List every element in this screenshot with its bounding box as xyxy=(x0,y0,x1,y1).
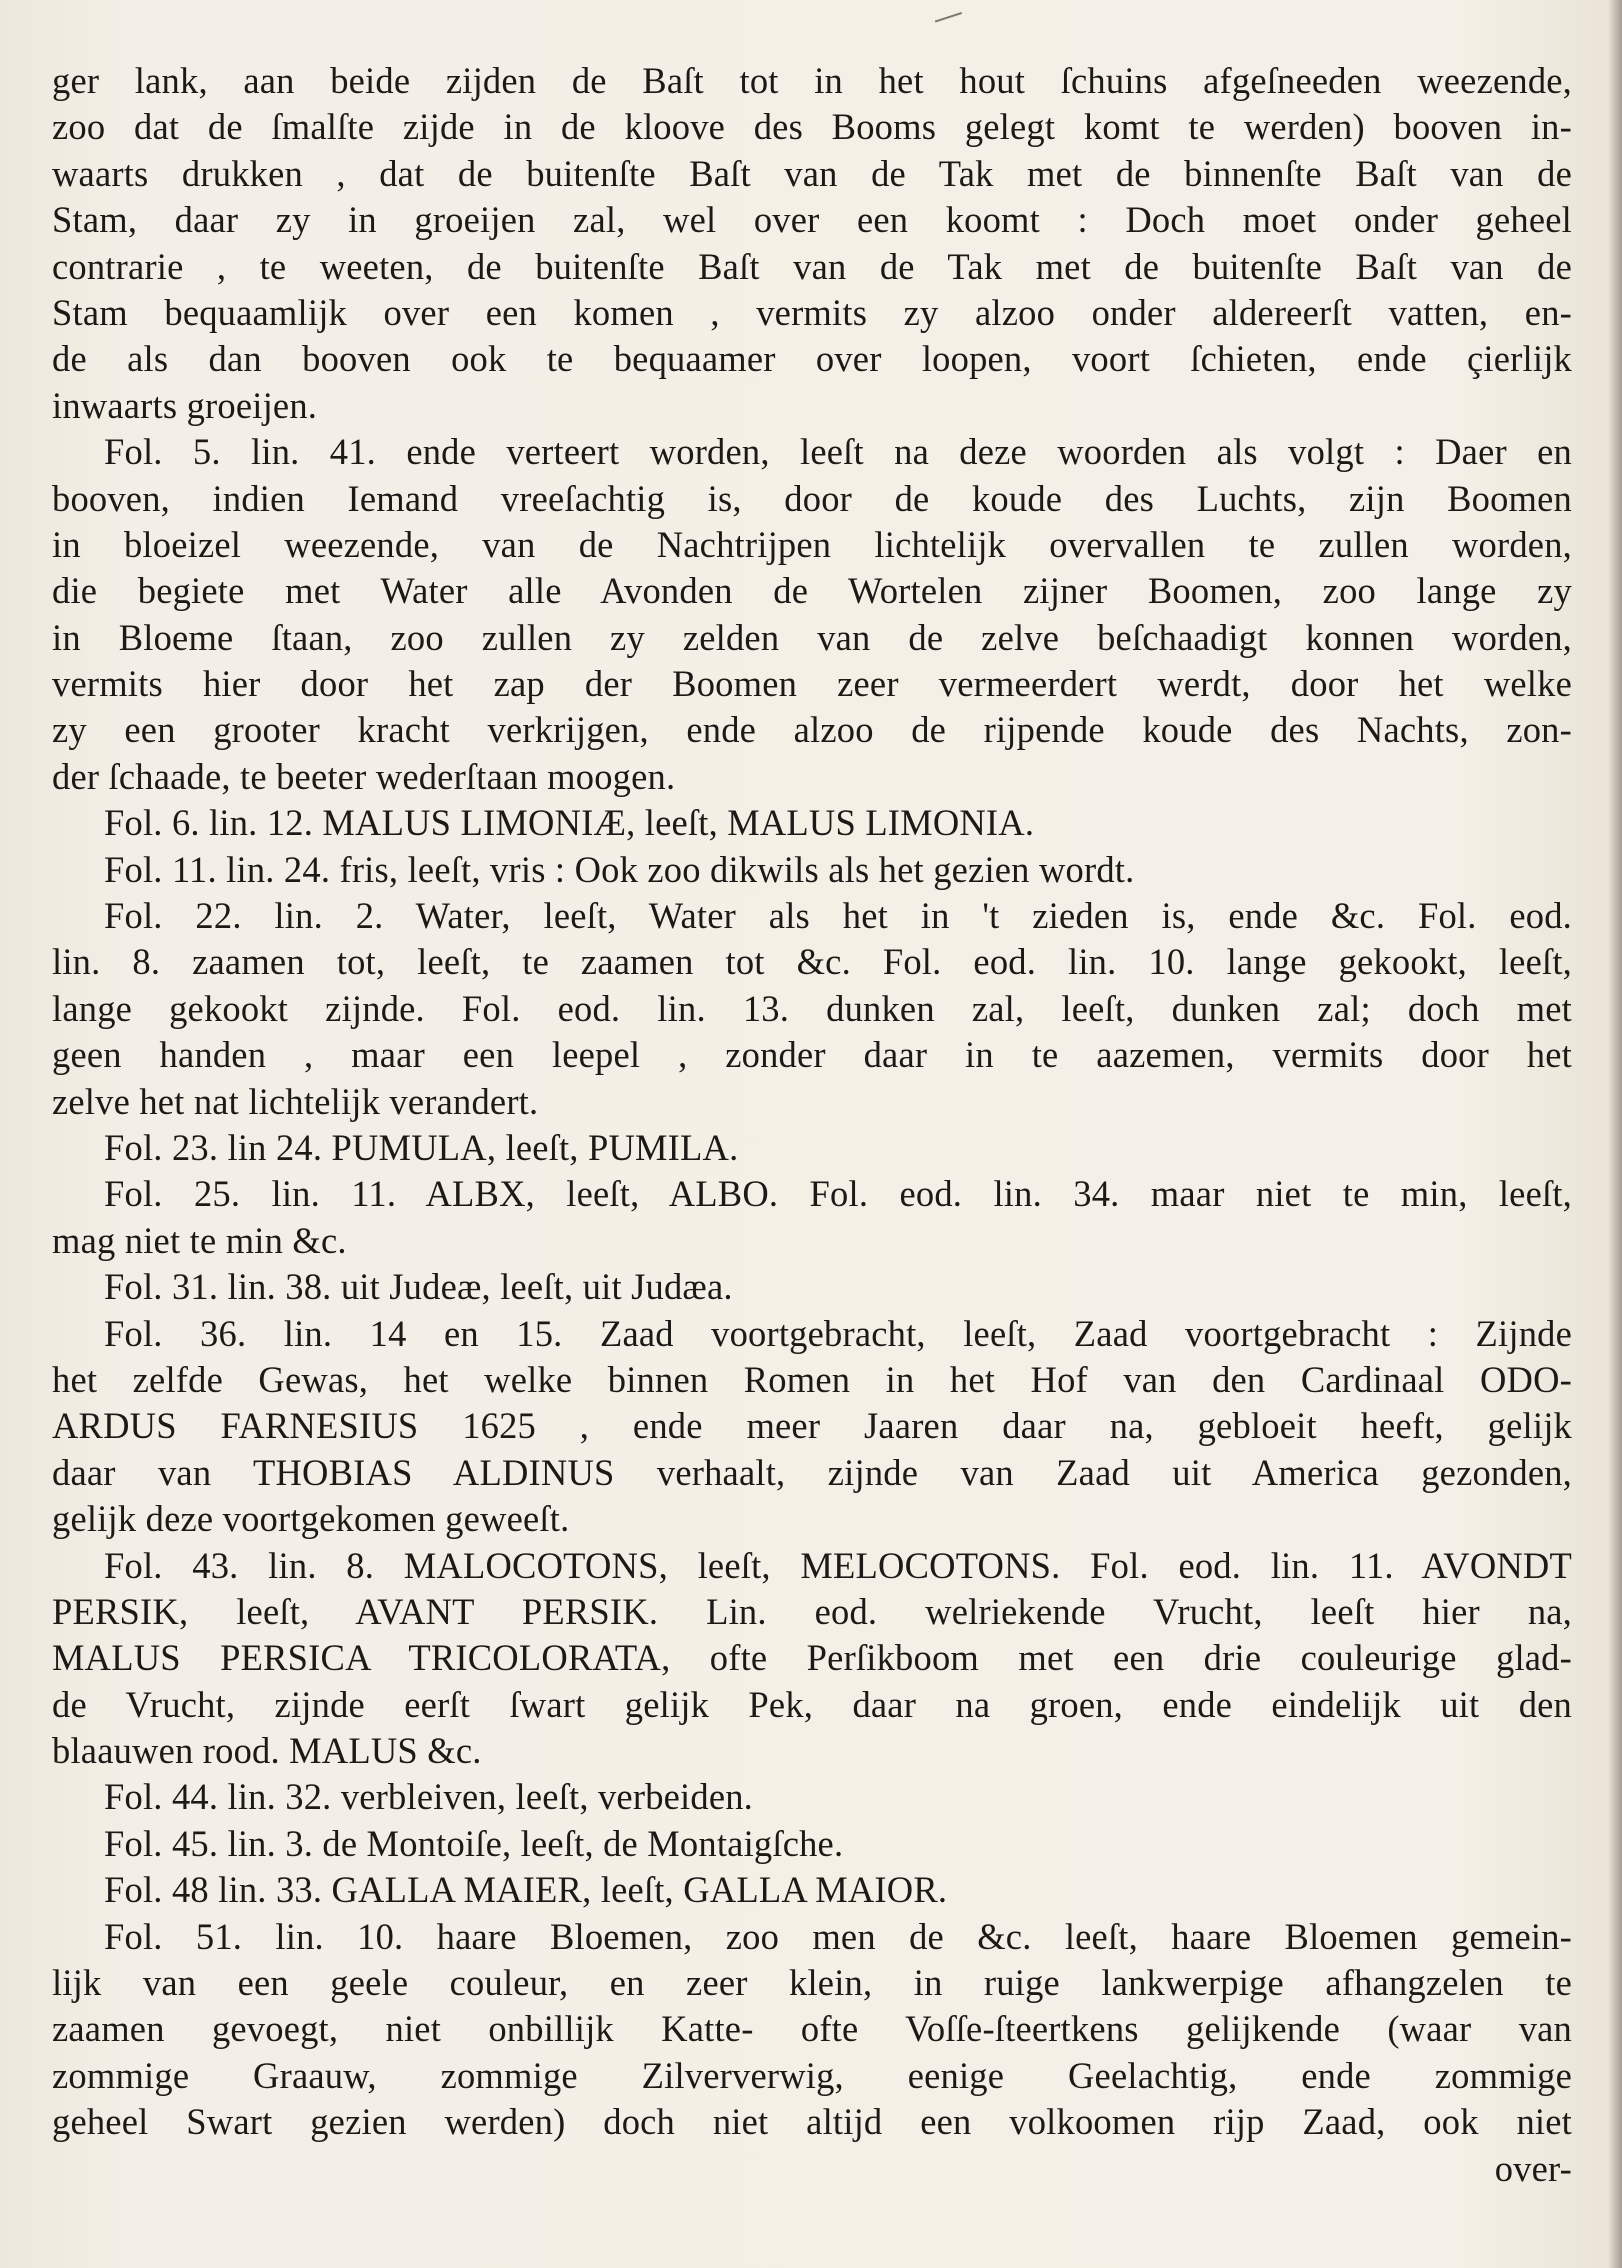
text-line: gelijk deze voortgekomen geweeſt. xyxy=(52,1498,570,1540)
text-line: die begiete met Water alle Avonden de Wortelen zijner Boomen, zoo lange zy xyxy=(52,570,1572,612)
errata-entry: Fol. 48 lin. 33. GALLA MAIER, leeſt, GALLA MAIOR. xyxy=(104,1869,948,1911)
text-line: geen handen , maar een leepel , zonder daar in te aazemen, vermits door het xyxy=(52,1034,1572,1076)
text-line: zommige Graauw, zommige Zilververwig, eenige Geelachtig, ende zommige xyxy=(52,2054,1572,2096)
errata-entry: Fol. 36. lin. 14 en 15. Zaad voortgebracht, leeſt, Zaad voortgebracht : Zijnde xyxy=(104,1312,1572,1354)
text-line: in bloeizel weezende, van de Nachtrijpen lichtelijk overvallen te zullen worden, xyxy=(52,523,1572,565)
text-line: lange gekookt zijnde. Fol. eod. lin. 13. dunken zal, leeſt, dunken zal; doch met xyxy=(52,987,1572,1029)
errata-entry: Fol. 23. lin 24. PUMULA, leeſt, PUMILA. xyxy=(104,1126,739,1168)
errata-entry: Fol. 25. lin. 11. ALBX, leeſt, ALBO. Fol. eod. lin. 34. maar niet te min, leeſt, xyxy=(104,1173,1572,1215)
text-line: zaamen gevoegt, niet onbillijk Katte- ofte Voſſe-ſteertkens gelijkende (waar van xyxy=(52,2008,1572,2050)
text-line: der ſchaade, te beeter wederſtaan moogen. xyxy=(52,755,676,797)
text-line: zy een grooter kracht verkrijgen, ende alzoo de rijpende koude des Nachts, zon- xyxy=(52,709,1572,751)
text-line: booven, indien Iemand vreeſachtig is, door de koude des Luchts, zijn Boomen xyxy=(52,477,1572,519)
text-line: in Bloeme ſtaan, zoo zullen zy zelden van de zelve beſchaadigt konnen worden, xyxy=(52,616,1572,658)
errata-entry: Fol. 51. lin. 10. haare Bloemen, zoo men de &c. leeſt, haare Bloemen gemein- xyxy=(104,1915,1572,1957)
text-line: zelve het nat lichtelijk verandert. xyxy=(52,1080,539,1122)
text-line: Stam, daar zy in groeijen zal, wel over een koomt : Doch moet onder geheel xyxy=(52,199,1572,241)
errata-text xyxy=(52,58,1572,2192)
page-mark xyxy=(935,12,965,32)
text-line: geheel Swart gezien werden) doch niet altijd een volkoomen rijp Zaad, ook niet xyxy=(52,2101,1572,2143)
text-line: mag niet te min &c. xyxy=(52,1219,347,1261)
text-line: blaauwen rood. MALUS &c. xyxy=(52,1730,482,1772)
text-line: het zelfde Gewas, het welke binnen Romen in het Hof van den Cardinaal ODO- xyxy=(52,1358,1572,1400)
text-line: inwaarts groeijen. xyxy=(52,384,318,426)
text-line: lin. 8. zaamen tot, leeſt, te zaamen tot &c. Fol. eod. lin. 10. lange gekookt, leeſt, xyxy=(52,941,1572,983)
text-line: ARDUS FARNESIUS 1625 , ende meer Jaaren daar na, gebloeit heeft, gelijk xyxy=(52,1405,1572,1447)
errata-entry: Fol. 45. lin. 3. de Montoiſe, leeſt, de Montaigſche. xyxy=(104,1822,844,1864)
errata-entry: Fol. 22. lin. 2. Water, leeſt, Water als het in 't zieden is, ende &c. Fol. eod. xyxy=(104,895,1572,937)
text-line: ger lank, aan beide zijden de Baſt tot in het hout ſchuins afgeſneeden weezende, xyxy=(52,60,1572,101)
errata-entry: Fol. 31. lin. 38. uit Judeæ, leeſt, uit Judæa. xyxy=(104,1266,733,1308)
text-line: PERSIK, leeſt, AVANT PERSIK. Lin. eod. welriekende Vrucht, leeſt hier na, xyxy=(52,1590,1572,1632)
text-line: waarts drukken , dat de buitenſte Baſt van de Tak met de binnenſte Baſt van de xyxy=(52,152,1572,194)
text-line: lijk van een geele couleur, en zeer klein, in ruige lankwerpige afhangzelen te xyxy=(52,1962,1572,2004)
text-line: MALUS PERSICA TRICOLORATA, ofte Perſikboom met een drie couleurige glad- xyxy=(52,1637,1572,1679)
errata-entry: Fol. 43. lin. 8. MALOCOTONS, leeſt, MELOCOTONS. Fol. eod. lin. 11. AVONDT xyxy=(104,1544,1572,1586)
errata-entry: Fol. 44. lin. 32. verbleiven, leeſt, verbeiden. xyxy=(104,1776,754,1818)
errata-entry: Fol. 11. lin. 24. fris, leeſt, vris : Ook zoo dikwils als het gezien wordt. xyxy=(104,848,1135,890)
text-line: contrarie , te weeten, de buitenſte Baſt van de Tak met de buitenſte Baſt van de xyxy=(52,245,1572,287)
text-line: de Vrucht, zijnde eerſt ſwart gelijk Pek, daar na groen, ende eindelijk uit den xyxy=(52,1683,1572,1725)
errata-entry: Fol. 6. lin. 12. MALUS LIMONIÆ, leeſt, MALUS LIMONIA. xyxy=(104,802,1035,844)
catchword: over- xyxy=(1494,2147,1572,2189)
binding-shadow xyxy=(1608,0,1622,2268)
text-line: zoo dat de ſmalſte zijde in de kloove des Booms gelegt komt te werden) booven in- xyxy=(52,106,1572,148)
errata-entry: Fol. 5. lin. 41. ende verteert worden, leeſt na deze woorden als volgt : Daer en xyxy=(104,431,1572,473)
text-line: Stam bequaamlijk over een komen , vermits zy alzoo onder aldereerſt vatten, en- xyxy=(52,291,1572,333)
text-line: daar van THOBIAS ALDINUS verhaalt, zijnde van Zaad uit America gezonden, xyxy=(52,1451,1572,1493)
text-line: de als dan booven ook te bequaamer over loopen, voort ſchieten, ende çierlijk xyxy=(52,338,1572,380)
text-line: vermits hier door het zap der Boomen zeer vermeerdert werdt, door het welke xyxy=(52,663,1572,705)
